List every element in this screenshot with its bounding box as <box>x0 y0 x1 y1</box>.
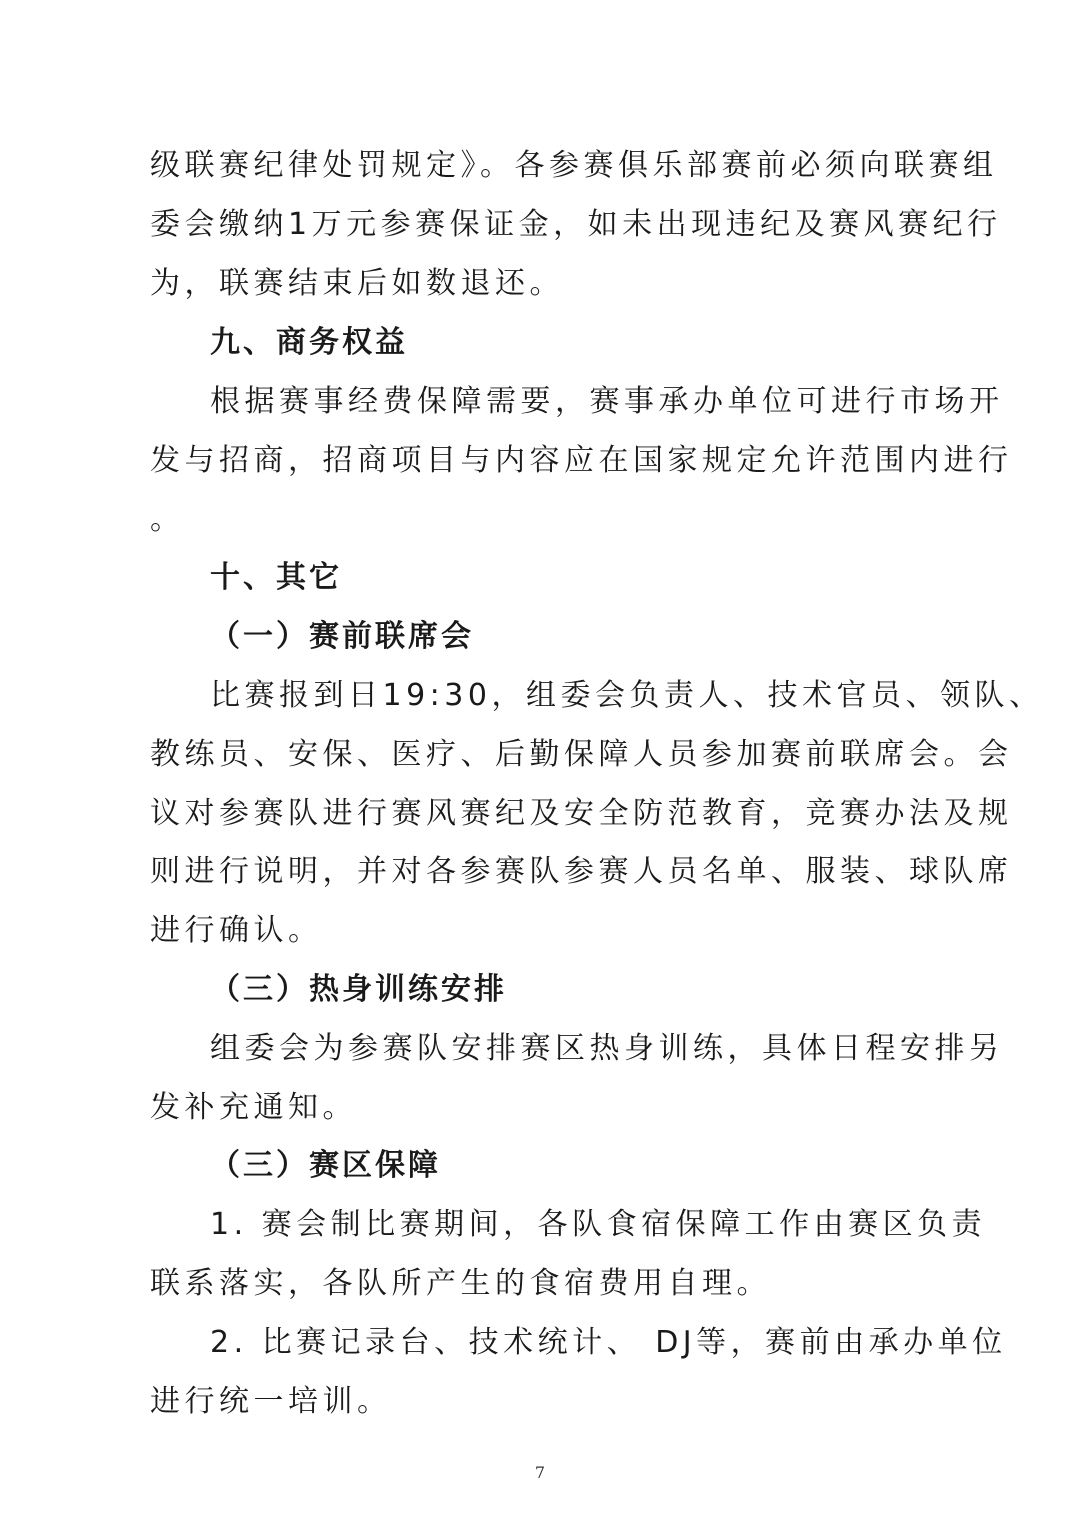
body-text-line: 议对参赛队进行赛风赛纪及安全防范教育，竞赛办法及规 <box>150 796 1013 831</box>
body-text-line: 发补充通知。 <box>150 1090 357 1125</box>
body-text-line: 2. 比赛记录台、技术统计、 DJ等，赛前由承办单位 <box>210 1325 1007 1360</box>
subsection-heading-warmup: （三）热身训练安排 <box>210 972 507 1007</box>
section-heading-9: 九、商务权益 <box>210 325 408 360</box>
body-text-line: 组委会为参赛队安排赛区热身训练，具体日程安排另 <box>210 1031 1004 1066</box>
body-text-line: 比赛报到日19:30，组委会负责人、技术官员、领队、 <box>210 678 1044 713</box>
body-text-line: 进行统一培训。 <box>150 1384 392 1419</box>
body-text-line: 级联赛纪律处罚规定》。各参赛俱乐部赛前必须向联赛组 <box>150 148 998 183</box>
body-text-line: 联系落实，各队所产生的食宿费用自理。 <box>150 1266 771 1301</box>
section-heading-10: 十、其它 <box>210 560 342 595</box>
body-text-line: 进行确认。 <box>150 913 323 948</box>
body-text-line: 1. 赛会制比赛期间，各队食宿保障工作由赛区负责 <box>210 1207 987 1242</box>
body-text-line: 委会缴纳1万元参赛保证金，如未出现违纪及赛风赛纪行 <box>150 207 1002 242</box>
body-text-line: 。 <box>150 502 185 537</box>
body-text-line: 为，联赛结束后如数退还。 <box>150 266 564 301</box>
page-number: 7 <box>534 1463 546 1482</box>
body-text-line: 发与招商，招商项目与内容应在国家规定允许范围内进行 <box>150 443 1013 478</box>
subsection-heading-1: （一）赛前联席会 <box>210 619 474 654</box>
body-text-line: 教练员、安保、医疗、后勤保障人员参加赛前联席会。会 <box>150 737 1013 772</box>
body-text-line: 根据赛事经费保障需要，赛事承办单位可进行市场开 <box>210 384 1004 419</box>
body-text-line: 则进行说明，并对各参赛队参赛人员名单、服装、球队席 <box>150 854 1013 889</box>
subsection-heading-venue: （三）赛区保障 <box>210 1148 441 1183</box>
